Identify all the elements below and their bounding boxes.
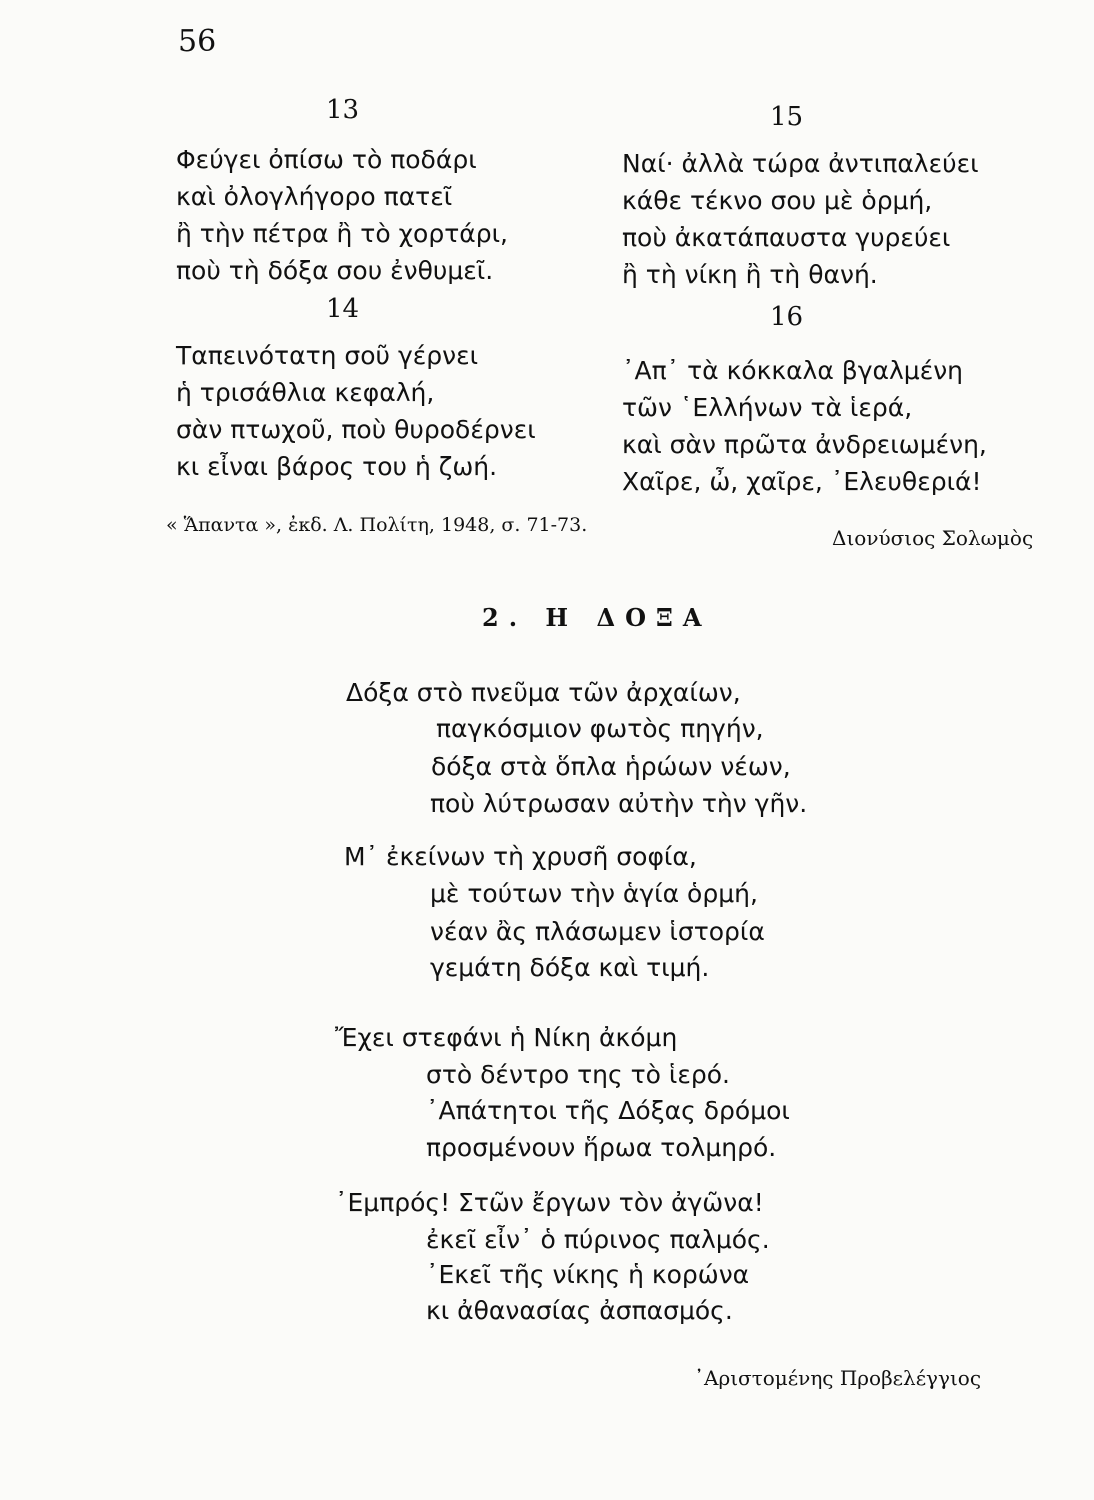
stanza-number: 13: [326, 95, 360, 125]
verse-line: ᾿Εκεῖ τῆς νίκης ἡ κορώνα: [426, 1260, 750, 1289]
author-signature: Διονύσιος Σολωμὸς: [832, 526, 1034, 550]
verse-line: Ἔχει στεφάνι ἡ Νίκη ἀκόμη: [335, 1023, 678, 1052]
verse-line: ποὺ τὴ δόξα σου ἐνθυμεῖ.: [176, 256, 494, 285]
verse-line: παγκόσμιον φωτὸς πηγήν,: [436, 714, 764, 743]
verse-line: ᾿Απάτητοι τῆς Δόξας δρόμοι: [426, 1096, 790, 1125]
verse-line: ᾿Απ᾿ τὰ κόκκαλα βγαλμένη: [622, 356, 964, 385]
verse-line: Ναί· ἀλλὰ τώρα ἀντιπαλεύει: [622, 149, 979, 178]
author-signature: ᾿Αριστομένης Προβελέγγιος: [694, 1366, 982, 1390]
verse-line: σὰν πτωχοῦ, ποὺ θυροδέρνει: [176, 415, 536, 444]
verse-line: καὶ ὀλογλήγορο πατεῖ: [176, 182, 453, 211]
verse-line: γεμάτη δόξα καὶ τιμή.: [430, 953, 710, 982]
verse-line: δόξα στὰ ὅπλα ἡρώων νέων,: [431, 752, 791, 781]
verse-line: στὸ δέντρο της τὸ ἱερό.: [426, 1060, 730, 1089]
verse-line: κι ἀθανασίας ἀσπασμός.: [426, 1296, 733, 1325]
verse-line: τῶν ῾Ελλήνων τὰ ἱερά,: [622, 393, 913, 422]
verse-line: ἡ τρισάθλια κεφαλή,: [176, 378, 435, 407]
source-citation: « Ἅπαντα », ἐκδ. Λ. Πολίτη, 1948, σ. 71-73.: [166, 514, 588, 536]
verse-line: Δόξα στὸ πνεῦμα τῶν ἀρχαίων,: [346, 678, 741, 707]
verse-line: ἢ τὴ νίκη ἢ τὴ θανή.: [622, 260, 878, 289]
verse-line: κάθε τέκνο σου μὲ ὁρμή,: [622, 186, 933, 215]
stanza-number: 16: [770, 302, 804, 332]
page-number: 56: [178, 24, 217, 59]
verse-line: κι εἶναι βάρος του ἡ ζωή.: [176, 452, 498, 481]
verse-line: ποὺ ἀκατάπαυστα γυρεύει: [622, 223, 951, 252]
stanza: [176, 337, 536, 485]
verse-line: Ταπεινότατη σοῦ γέρνει: [176, 341, 479, 370]
verse-line: Φεύγει ὀπίσω τὸ ποδάρι: [176, 145, 477, 174]
verse-line: νέαν ἂς πλάσωμεν ἱστορία: [430, 917, 765, 946]
verse-line: ᾿Εμπρός! Στῶν ἔργων τὸν ἀγῶνα!: [335, 1188, 764, 1217]
verse-line: προσμένουν ἥρωα τολμηρό.: [426, 1133, 777, 1162]
stanza: [622, 352, 987, 500]
stanza-number: 15: [770, 102, 804, 132]
verse-line: ἢ τὴν πέτρα ἢ τὸ χορτάρι,: [176, 219, 509, 248]
verse-line: καὶ σὰν πρῶτα ἀνδρειωμένη,: [622, 430, 987, 459]
stanza: [622, 145, 979, 293]
verse-line: ἐκεῖ εἶν᾿ ὁ πύρινος παλμός.: [426, 1225, 770, 1254]
verse-line: ποὺ λύτρωσαν αὐτὴν τὴν γῆν.: [430, 789, 808, 818]
poem-title: 2. Η ΔΟΞΑ: [482, 603, 712, 632]
verse-line: Χαῖρε, ὦ, χαῖρε, ᾿Ελευθεριά!: [622, 467, 982, 496]
stanza-number: 14: [326, 294, 360, 324]
verse-line: μὲ τούτων τὴν ἁγία ὁρμή,: [430, 879, 758, 908]
stanza: [176, 141, 508, 289]
verse-line: Μ᾿ ἐκείνων τὴ χρυσῆ σοφία,: [344, 842, 697, 871]
